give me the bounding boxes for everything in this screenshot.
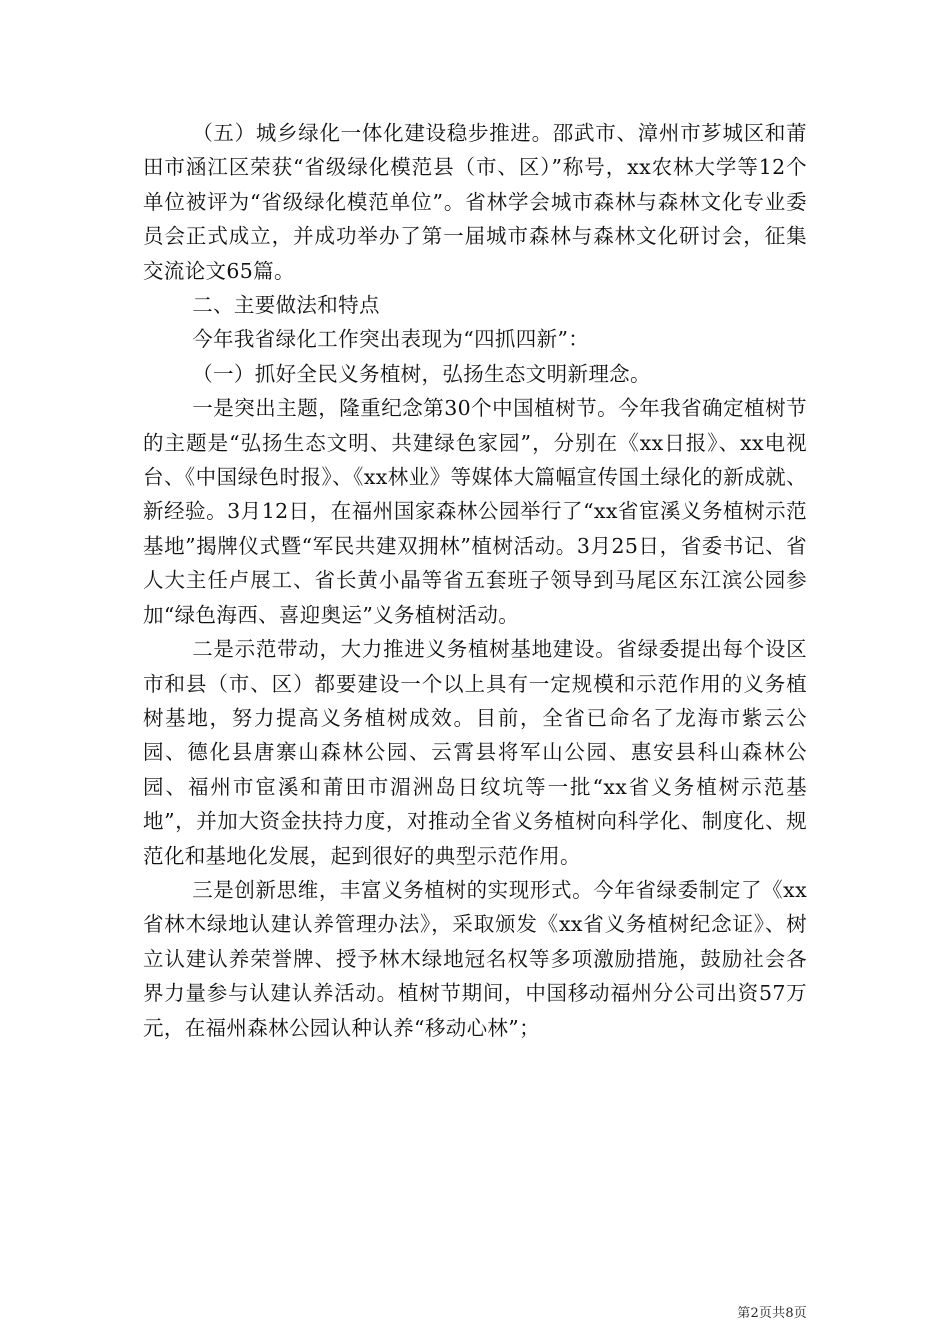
paragraph-urban-rural-greening: （五）城乡绿化一体化建设稳步推进。邵武市、漳州市芗城区和莆田市涵江区荣获“省级绿化模范县（市、区）”称号，xx农林大学等12个单位被评为“省级绿化模范单位”。省林学会城市森林与森林文化专业委员会正式成立，并成功举办了第一届城市森林与森林文化研讨会，征集交流论文65篇。 [143,121,807,283]
paragraph-demonstration-bases: 二是示范带动，大力推进义务植树基地建设。省绿委提出每个设区市和县（市、区）都要建设一个以上具有一定规模和示范作用的义务植树基地，努力提高义务植树成效。目前，全省已命名了龙海市紫云公园、德化县唐寨山森林公园、云霄县将军山公园、惠安县科山森林公园、福州市宦溪和莆田市湄洲岛日纹坑等一批“xx省义务植树示范基地”，并加大资金扶持力度，对推动全省义务植树向科学化、制度化、规范化和基地化发展，起到很好的典型示范作用。 [143,637,807,868]
subheading-voluntary-tree-planting: （一）抓好全民义务植树，弘扬生态文明新理念。 [192,361,651,386]
paragraph-arbor-day-theme: 一是突出主题，隆重纪念第30个中国植树节。今年我省确定植树节的主题是“弘扬生态文明、共建绿色家园”，分别在《xx日报》、xx电视台、《中国绿色时报》、《xx林业》等媒体大篇幅宣传国土绿化的新成就、新经验。3月12日，在福州国家森林公园举行了“xx省宦溪义务植树示范基地”揭牌仪式暨“军民共建双拥林”植树活动。3月25日，省委书记、省人大主任卢展工、省长黄小晶等省五套班子领导到马尾区东江滨公园参加“绿色海西、喜迎奥运”义务植树活动。 [143,396,807,627]
page-number-footer: 第2页共8页 [737,1306,807,1321]
paragraph-four-grasps: 今年我省绿化工作突出表现为“四抓四新”： [192,327,590,352]
section-heading-main-practices: 二、主要做法和特点 [192,293,380,318]
document-body [143,116,807,1045]
paragraph-innovative-forms: 三是创新思维，丰富义务植树的实现形式。今年省绿委制定了《xx省林木绿地认建认养管理办法》，采取颁发《xx省义务植树纪念证》、树立认建认养荣誉牌、授予林木绿地冠名权等多项激励措施，鼓励社会各界力量参与认建认养活动。植树节期间，中国移动福州分公司出资57万元，在福州森林公园认种认养“移动心林”； [143,877,807,1040]
